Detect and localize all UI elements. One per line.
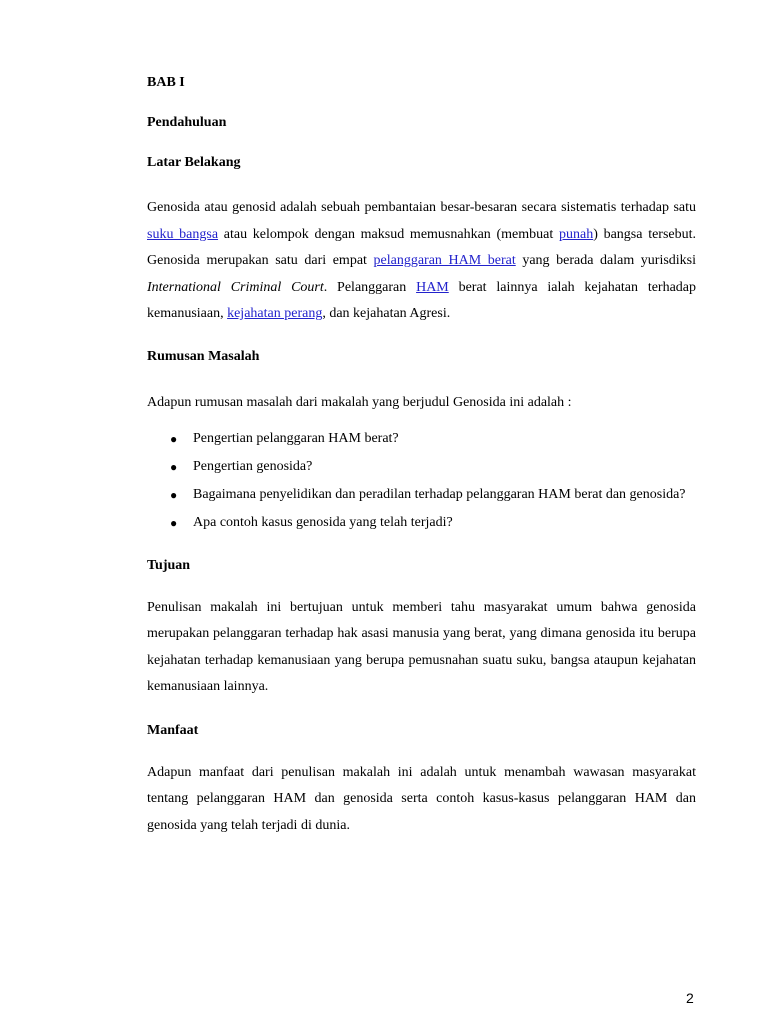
tujuan-heading: Tujuan	[147, 557, 191, 573]
latar-text-2: atau kelompok dengan maksud memusnahkan (membuat	[223, 226, 554, 242]
latar-text-1: Genosida atau genosid adalah sebuah pembantaian besar-besaran secara sistematis terhadap satu	[147, 200, 696, 215]
link-punah[interactable]: punah	[559, 226, 594, 242]
rumusan-masalah-heading: Rumusan Masalah	[147, 348, 260, 364]
list-item	[147, 509, 696, 537]
chapter-heading: BAB I	[147, 75, 185, 90]
latar-text-7: , dan kejahatan Agresi.	[322, 306, 451, 321]
link-kejahatan-perang[interactable]: kejahatan perang	[227, 306, 323, 321]
list-item	[147, 425, 696, 453]
link-pelanggaran-ham-berat[interactable]: pelanggaran HAM berat	[373, 253, 516, 268]
rumusan-masalah-list	[147, 425, 696, 537]
bullet-icon: ●	[170, 431, 178, 446]
latar-text-6: berat lainnya ialah kejahatan terhadap kemanusiaan,	[147, 279, 697, 321]
latar-belakang-heading: Latar Belakang	[147, 155, 241, 170]
list-item-text: Bagaimana penyelidikan dan peradilan terhadap pelanggaran HAM berat dan genosida?	[193, 486, 686, 502]
manfaat-paragraph: Adapun manfaat dari penulisan makalah ini adalah untuk menambah wawasan masyarakat tentang pelanggaran HAM dan genosida serta contoh kasus-kasus pelanggaran HAM dan genosida yang telah terjadi di dunia.	[147, 764, 696, 833]
manfaat-heading: Manfaat	[147, 722, 199, 738]
page-number: 2	[686, 990, 694, 1006]
list-item-text: Pengertian pelanggaran HAM berat?	[193, 430, 399, 446]
bullet-icon: ●	[170, 459, 178, 474]
list-item	[147, 453, 696, 481]
bullet-icon: ●	[170, 487, 178, 502]
document-content	[147, 71, 696, 839]
rumusan-masalah-intro: Adapun rumusan masalah dari makalah yang berjudul Genosida ini adalah :	[147, 394, 572, 410]
latar-text-4: yang berada dalam yurisdiksi	[522, 253, 697, 268]
list-item-text: Apa contoh kasus genosida yang telah terjadi?	[193, 514, 453, 530]
list-item	[147, 481, 696, 509]
list-item-text: Pengertian genosida?	[193, 458, 313, 474]
bullet-icon: ●	[170, 515, 178, 530]
section-title: Pendahuluan	[147, 115, 227, 130]
link-ham[interactable]: HAM	[416, 279, 449, 295]
link-suku-bangsa[interactable]: suku bangsa	[147, 226, 219, 242]
international-criminal-court-text: International Criminal Court	[147, 279, 324, 295]
latar-belakang-paragraph	[147, 195, 696, 328]
latar-text-5: . Pelanggaran	[323, 279, 407, 295]
tujuan-paragraph: Penulisan makalah ini bertujuan untuk memberi tahu masyarakat umum bahwa genosida merupakan pelanggaran terhadap hak asasi manusia yang berat, yang dimana genosida itu berupa kejahatan terhadap kemanusiaan yang berupa pemusnahan suatu suku, bangsa ataupun kejahatan kemanusiaan lainnya.	[147, 599, 696, 694]
latar-text-3: ) bangsa tersebut. Genosida merupakan satu dari empat	[147, 226, 697, 268]
